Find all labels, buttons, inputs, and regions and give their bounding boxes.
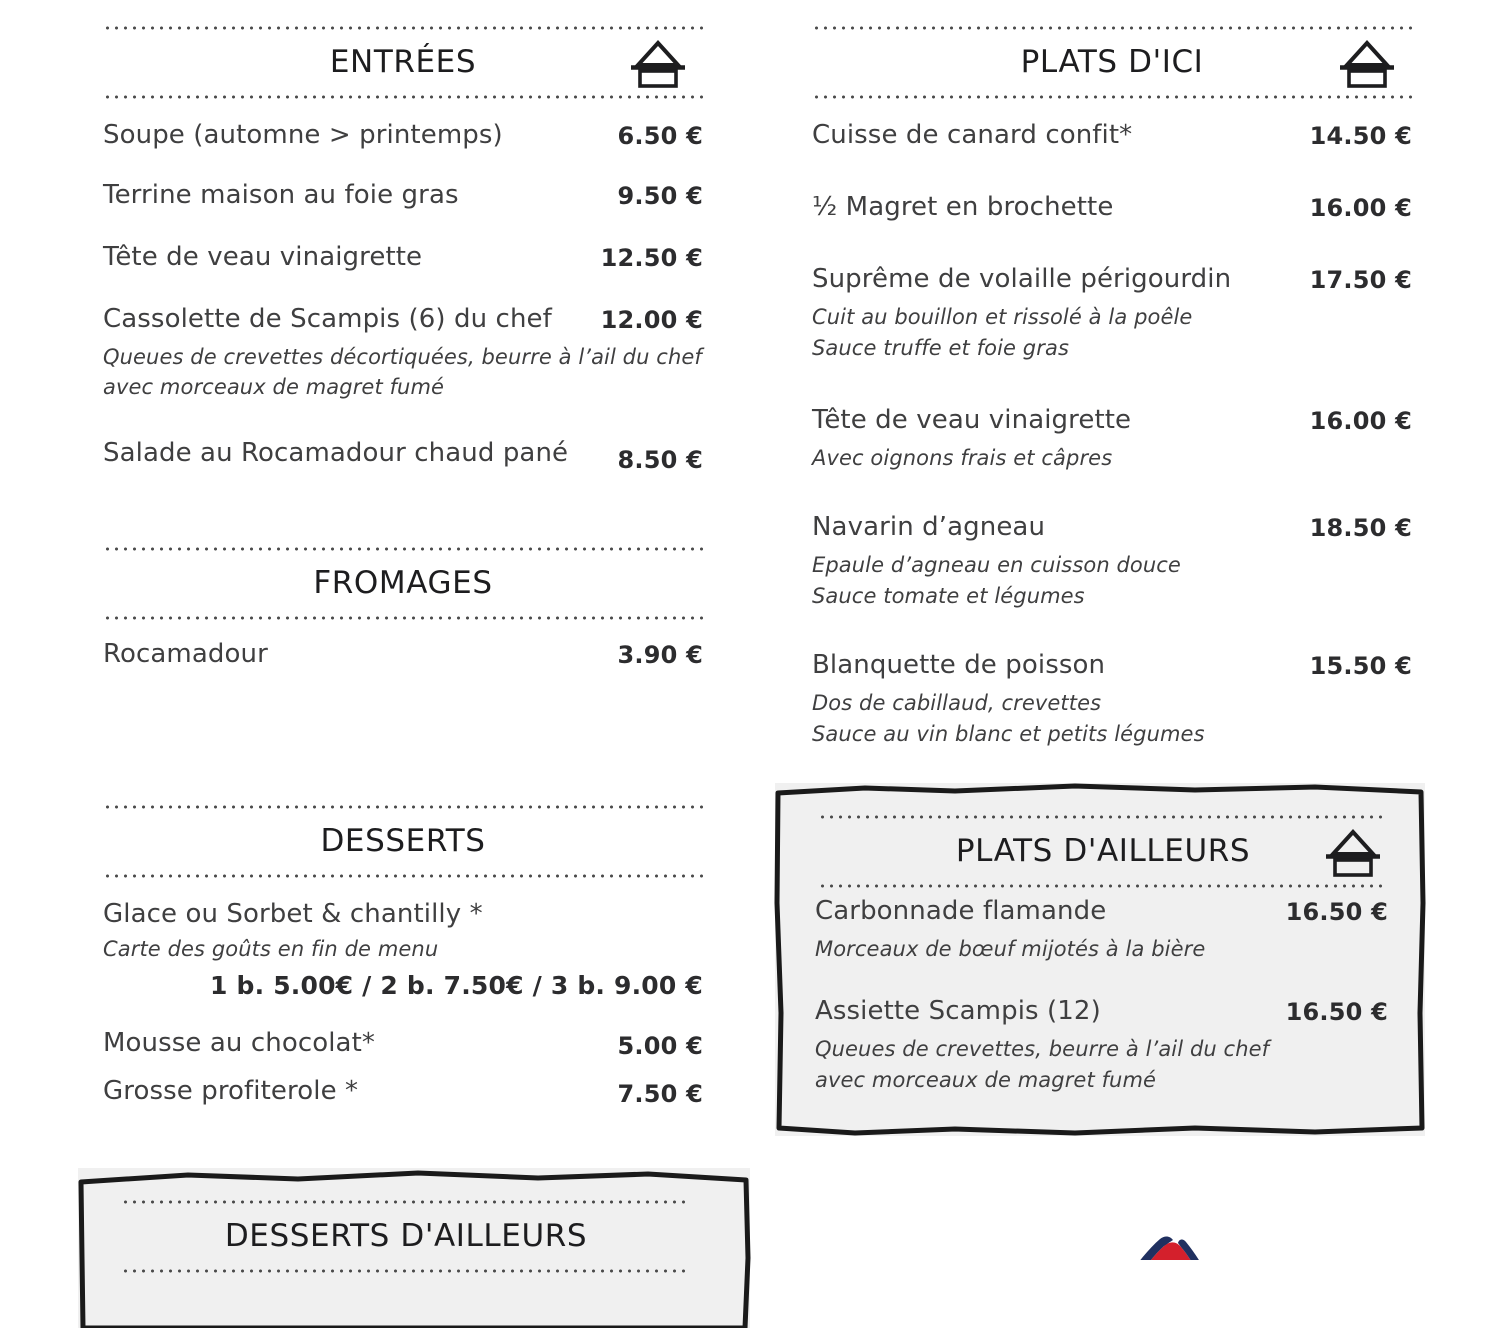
menu-item-name: Cuisse de canard confit* [812,120,1133,150]
menu-item-price: 7.50 € [617,1080,703,1108]
menu-item-name: Blanquette de poisson [812,650,1106,680]
logo-mark-icon [1060,1222,1290,1260]
section-title-entrees: ENTRÉES [329,44,477,80]
menu-item-description-line: Cuit au bouillon et rissolé à la poêle [812,305,1193,329]
section-title-desserts: DESSERTS [320,823,486,859]
menu-item-price: 12.00 € [600,306,703,334]
dotted-divider-top [103,805,703,809]
menu-item-name: Assiette Scampis (12) [815,996,1101,1026]
section-entrees [103,26,703,500]
menu-item [103,1076,703,1120]
dotted-divider-bottom [103,874,703,878]
section-title-plats-dici: PLATS D'ICI [1020,44,1204,80]
menu-item-name: Tête de veau vinaigrette [812,405,1132,435]
menu-item [812,512,1412,646]
dotted-divider-bottom [121,1269,691,1273]
section-header-desserts-dailleurs [121,1200,691,1274]
menu-item-name: Salade au Rocamadour chaud pané [103,438,569,468]
menu-item-description-line: avec morceaux de magret fumé [103,375,445,399]
menu-item-price: 6.50 € [617,122,703,150]
menu-item-price: 16.50 € [1285,998,1388,1026]
section-plats-dici [812,26,1412,774]
section-header-plats-dici [812,26,1412,100]
menu-item-name: Rocamadour [103,639,268,669]
menu-item-name: Tête de veau vinaigrette [103,242,423,272]
menu-item-description-line: Sauce tomate et légumes [812,584,1085,608]
dotted-divider-top [818,815,1388,819]
menu-item-name: Soupe (automne > printemps) [103,120,503,150]
menu-item-name: Suprême de volaille périgourdin [812,264,1232,294]
menu-item [103,438,703,496]
section-title-plats-dailleurs: PLATS D'AILLEURS [955,833,1251,869]
menu-item [103,899,703,1024]
house-roof-icon [1340,38,1394,90]
menu-item-price: 9.50 € [617,182,703,210]
menu-item-price: 18.50 € [1309,514,1412,542]
menu-item-name: Navarin d’agneau [812,512,1046,542]
section-desserts [103,805,703,1124]
menu-item-price: 14.50 € [1309,122,1412,150]
section-header-desserts [103,805,703,879]
menu-item-description-line: Morceaux de bœuf mijotés à la bière [815,937,1206,961]
menu-item [812,405,1412,508]
dotted-divider-bottom [103,616,703,620]
menu-item [812,192,1412,260]
section-header-entrees [103,26,703,100]
dotted-divider-top [103,26,703,30]
menu-item-description-line: Avec oignons frais et câpres [812,446,1113,470]
plats-dailleurs-box [775,783,1425,1136]
dotted-divider-bottom [812,95,1412,99]
section-title-desserts-dailleurs: DESSERTS D'AILLEURS [224,1218,588,1254]
menu-item-description-line: Queues de crevettes décortiquées, beurre à l’ail du chef [103,345,702,369]
menu-item-name: Glace ou Sorbet & chantilly * [103,899,483,929]
section-header-fromages [103,547,703,621]
menu-item-price: 12.50 € [600,244,703,272]
menu-item [815,896,1388,996]
section-title-fromages: FROMAGES [313,565,493,601]
menu-item [103,1028,703,1072]
menu-item-name: ½ Magret en brochette [812,192,1114,222]
menu-item-description-line: Queues de crevettes, beurre à l’ail du chef [815,1037,1270,1061]
dotted-divider-bottom [818,884,1388,888]
section-header-plats-dailleurs [818,815,1388,889]
menu-item-price: 15.50 € [1309,652,1412,680]
dotted-divider-top [812,26,1412,30]
menu-item-description-line: Epaule d’agneau en cuisson douce [812,553,1181,577]
menu-item [103,180,703,238]
menu-item-price: 16.50 € [1285,898,1388,926]
menu-item-name: Carbonnade flamande [815,896,1107,926]
menu-item-price: 16.00 € [1309,194,1412,222]
menu-item [103,242,703,300]
menu-item [812,650,1412,770]
menu-item [103,120,703,176]
menu-item-description-line: avec morceaux de magret fumé [815,1068,1157,1092]
menu-item-price-options: 1 b. 5.00€ / 2 b. 7.50€ / 3 b. 9.00 € [210,971,703,1000]
menu-item-description-line: Sauce au vin blanc et petits légumes [812,722,1205,746]
menu-item-description-line: Dos de cabillaud, crevettes [812,691,1102,715]
menu-item-name: Terrine maison au foie gras [103,180,459,210]
dotted-divider-top [103,547,703,551]
menu-item [815,996,1388,1116]
menu-item-price: 17.50 € [1309,266,1412,294]
menu-item-description-line: Carte des goûts en fin de menu [103,937,439,961]
menu-item-description-line: Sauce truffe et foie gras [812,336,1069,360]
menu-item [103,639,703,689]
menu-item-price: 16.00 € [1309,407,1412,435]
section-fromages [103,547,703,693]
menu-item-name: Grosse profiterole * [103,1076,359,1106]
dotted-divider-bottom [103,95,703,99]
menu-item-price: 8.50 € [617,446,703,474]
menu-item-price: 5.00 € [617,1032,703,1060]
brand-logo-partial [1060,1222,1290,1260]
menu-item-price: 3.90 € [617,641,703,669]
menu-item [812,120,1412,188]
desserts-dailleurs-box [78,1168,750,1328]
menu-item [812,264,1412,401]
house-roof-icon [631,38,685,90]
menu-item [103,304,703,434]
house-roof-icon [1326,827,1380,879]
dotted-divider-top [121,1200,691,1204]
menu-item-name: Cassolette de Scampis (6) du chef [103,304,552,334]
menu-item-name: Mousse au chocolat* [103,1028,375,1058]
